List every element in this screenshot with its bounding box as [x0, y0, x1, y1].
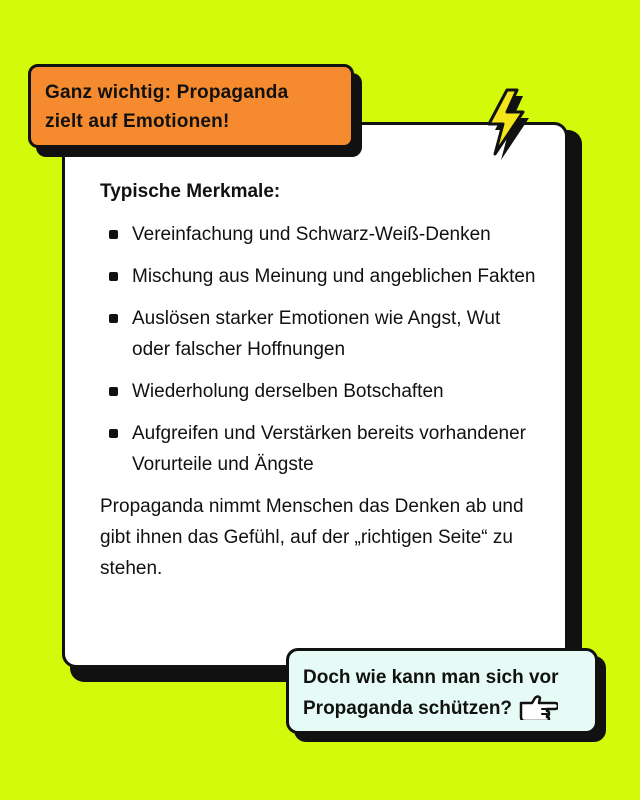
summary-paragraph: Propaganda nimmt Menschen das Denken ab und gibt ihnen das Gefühl, auf der „richtigen Seite“ zu stehen.: [100, 496, 524, 579]
list-item-text: Wiederholung derselben Botschaften: [132, 381, 444, 402]
bullet-square-icon: [109, 314, 118, 323]
top-callout: [28, 64, 354, 148]
top-callout-line-1: Ganz wichtig: Propaganda: [45, 82, 289, 103]
lightning-bolt-icon: [485, 88, 533, 164]
card-heading: Typische Merkmale:: [100, 181, 281, 202]
bullet-square-icon: [109, 230, 118, 239]
list-item-text: Aufgreifen und Verstärken bereits vorhandener Vorurteile und Ängste: [132, 423, 526, 475]
list-item: [100, 303, 540, 365]
bottom-callout-line-2-text: Propaganda schützen?: [303, 698, 513, 719]
list-item: [100, 261, 540, 292]
list-item-text: Vereinfachung und Schwarz-Weiß-Denken: [132, 224, 491, 245]
list-item: [100, 219, 540, 250]
list-item: [100, 376, 540, 407]
bottom-callout: [286, 648, 598, 734]
bullet-square-icon: [109, 429, 118, 438]
bottom-callout-line-1: Doch wie kann man sich vor: [303, 667, 559, 688]
top-callout-line-2: zielt auf Emotionen!: [45, 111, 230, 132]
bullet-square-icon: [109, 272, 118, 281]
feature-list: [100, 219, 540, 480]
list-item-text: Auslösen starker Emotionen wie Angst, Wut oder falscher Hoffnungen: [132, 308, 501, 360]
bottom-callout-line-2: [303, 693, 581, 724]
list-item: [100, 418, 540, 480]
list-item-text: Mischung aus Meinung und angeblichen Fakten: [132, 266, 536, 287]
bullet-square-icon: [109, 387, 118, 396]
pointing-hand-icon: [518, 694, 558, 720]
card-content: [100, 178, 540, 584]
